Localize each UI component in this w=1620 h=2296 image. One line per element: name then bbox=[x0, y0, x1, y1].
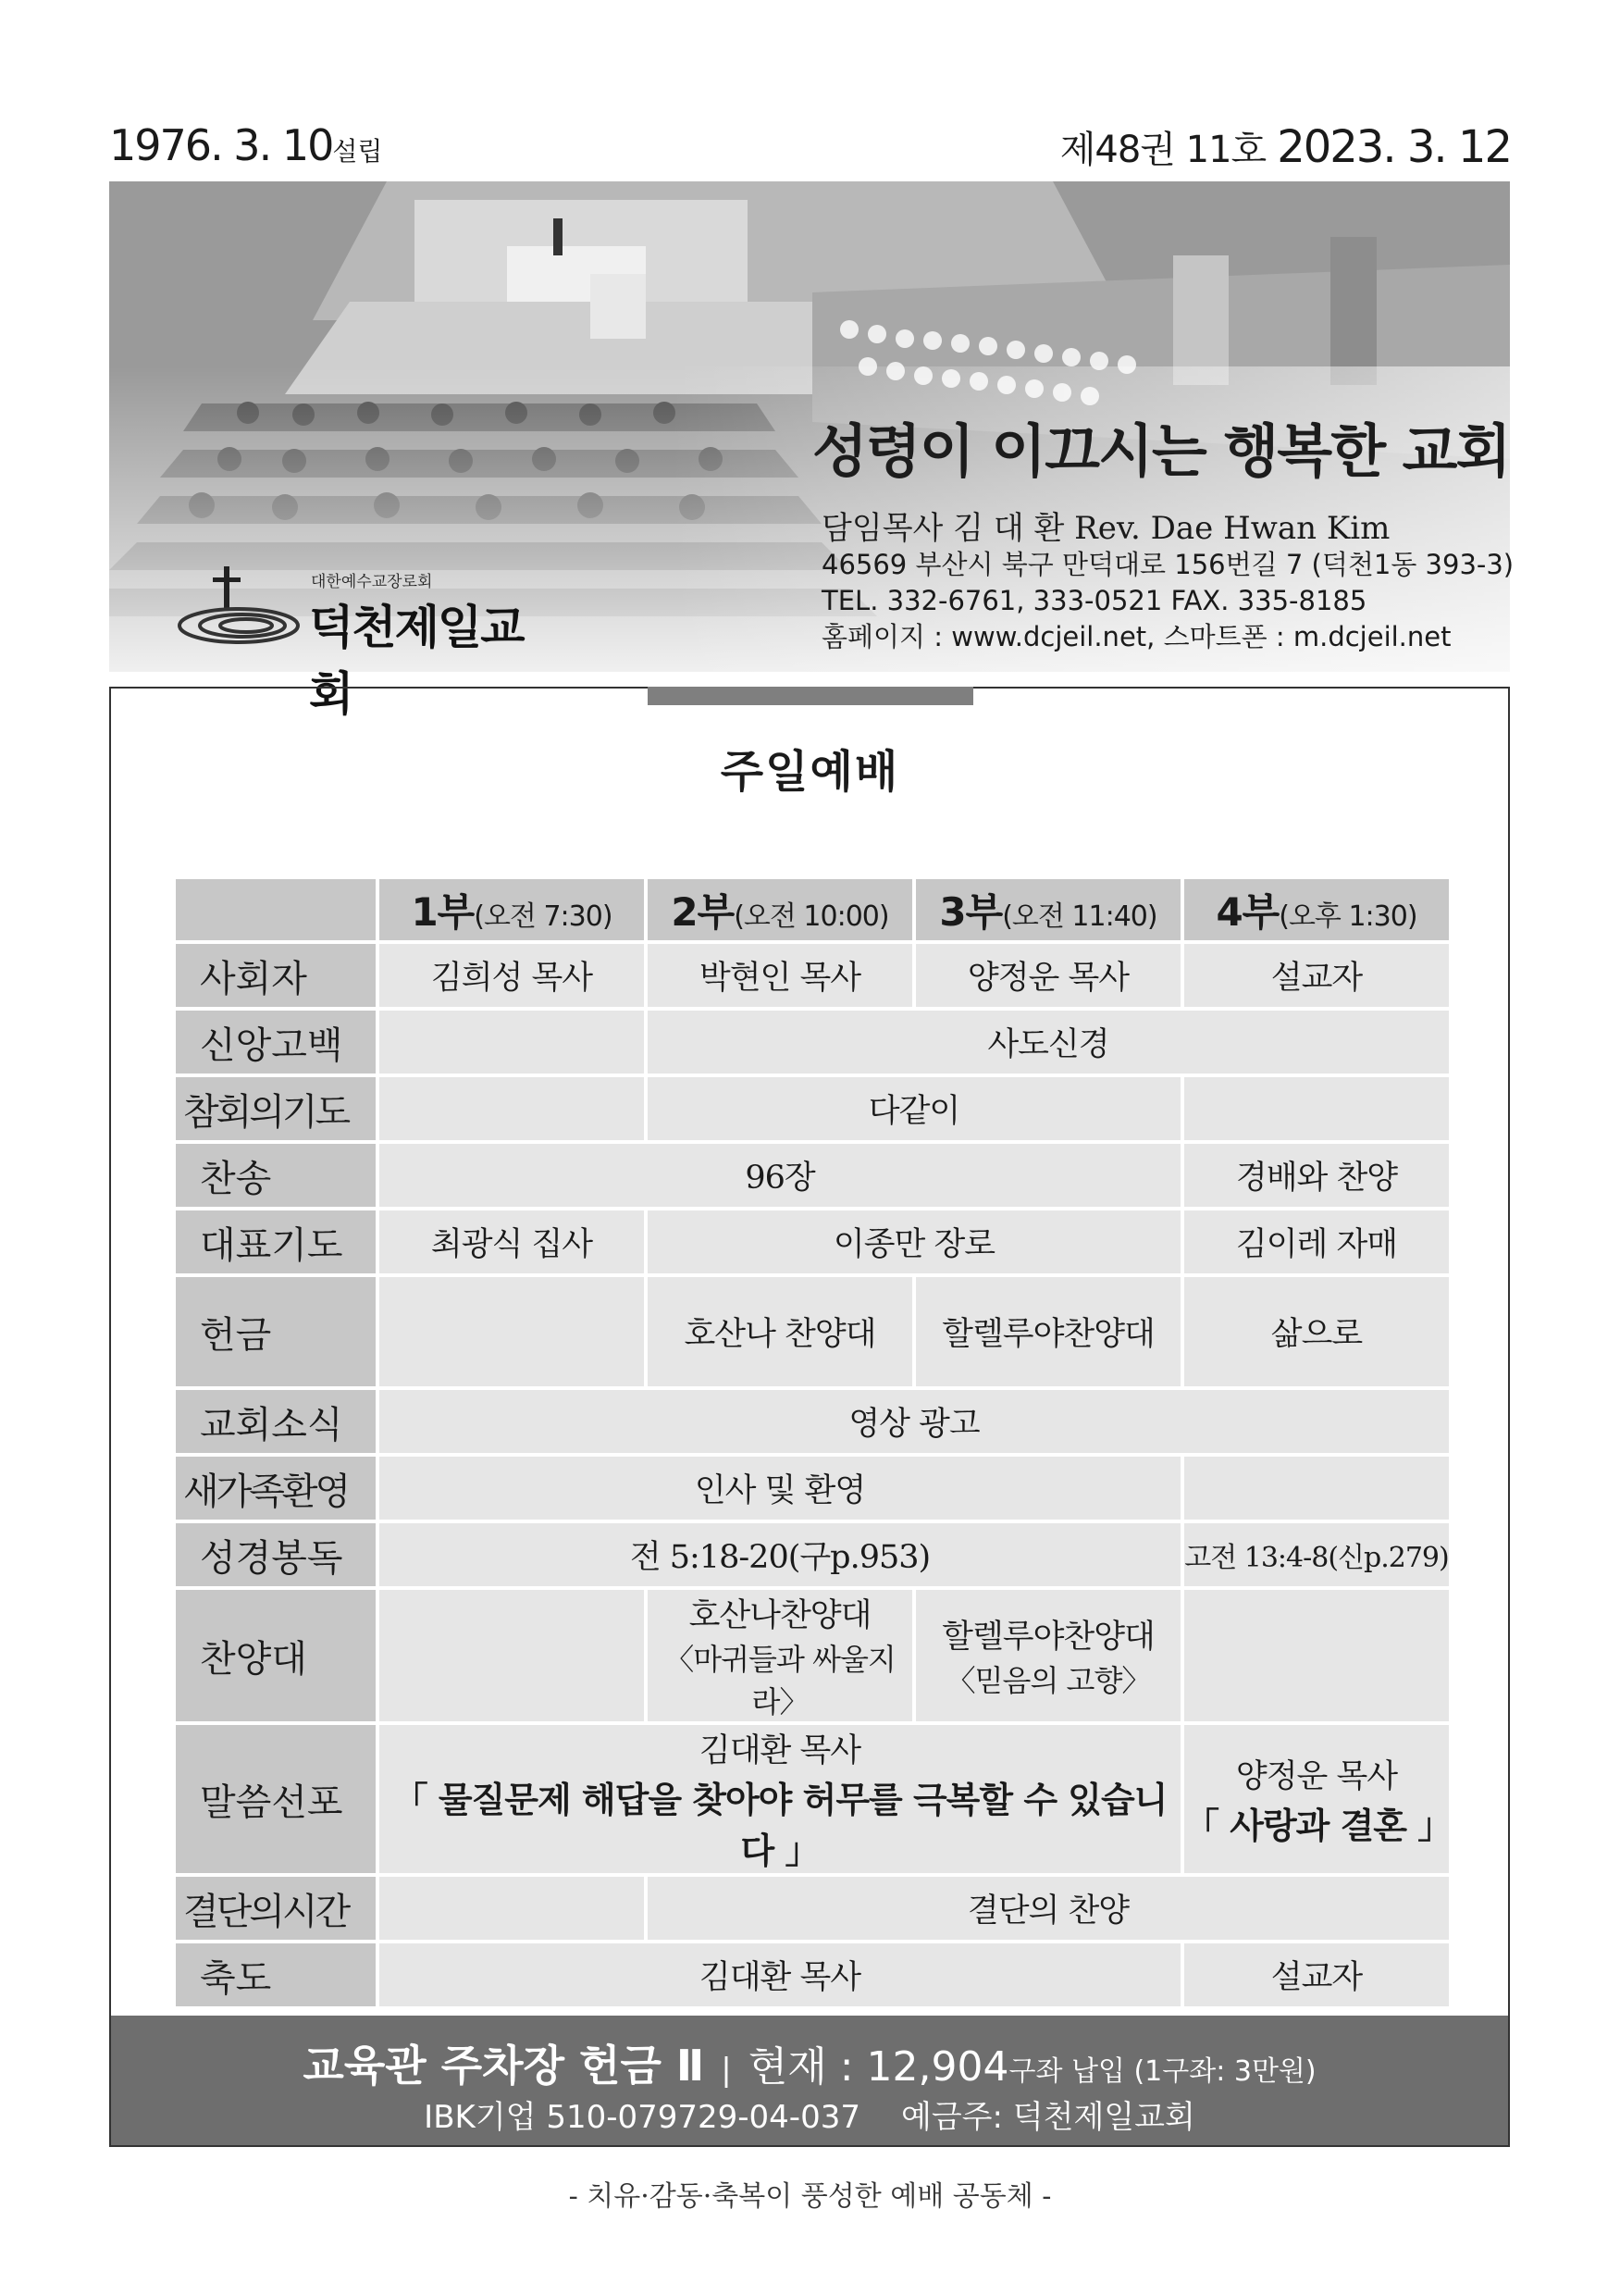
table-cell bbox=[916, 1590, 1181, 1721]
table-cell: 인사 및 환영 bbox=[379, 1457, 1181, 1520]
service-2-header: 2부(오전 10:00) bbox=[648, 879, 912, 940]
pastor-name: 담임목사 김 대 환 Rev. Dae Hwan Kim bbox=[822, 510, 1391, 547]
table-cell: 호산나 찬양대 bbox=[648, 1277, 912, 1386]
header-photo-panel bbox=[109, 181, 1515, 721]
table-cell bbox=[379, 1077, 644, 1140]
table-cell: 이종만 장로 bbox=[648, 1210, 1181, 1273]
table-cell bbox=[379, 1011, 644, 1074]
row-label: 참회의기도 bbox=[176, 1077, 376, 1140]
church-emblem-icon bbox=[174, 561, 303, 653]
banner-status: 현재 : 12,904 bbox=[748, 2043, 1009, 2091]
table-row bbox=[176, 1943, 1449, 2006]
table-cell bbox=[648, 1590, 912, 1721]
sermon-title: 「 사랑과 결혼 」 bbox=[1184, 1805, 1453, 1846]
row-label: 대표기도 bbox=[176, 1210, 376, 1273]
table-cell: 결단의 찬양 bbox=[648, 1877, 1449, 1940]
choir-name: 호산나찬양대 bbox=[688, 1597, 872, 1634]
service-1-header: 1부(오전 7:30) bbox=[379, 879, 644, 940]
table-cell: 사도신경 bbox=[648, 1011, 1449, 1074]
sermon-title: 「 물질문제 해답을 찾아야 허무를 극복할 수 있습니다 」 bbox=[392, 1780, 1168, 1871]
choir-song: 〈믿음의 고향〉 bbox=[946, 1663, 1151, 1698]
row-label: 결단의시간 bbox=[176, 1877, 376, 1940]
table-row bbox=[176, 1590, 1449, 1721]
service-4-header: 4부(오후 1:30) bbox=[1184, 879, 1449, 940]
church-name: 덕천제일교회 bbox=[309, 601, 524, 721]
banner-account bbox=[111, 2091, 1508, 2137]
issue-date: 2023. 3. 12 bbox=[1277, 121, 1511, 173]
founded-date-text: 1976. 3. 10 bbox=[109, 120, 333, 170]
volume-number: 제48권 11호 bbox=[1059, 129, 1267, 171]
row-label: 헌금 bbox=[176, 1277, 376, 1386]
frame-tab bbox=[648, 687, 973, 705]
table-cell: 고전 13:4-8(신p.279) bbox=[1184, 1523, 1449, 1586]
issue-info bbox=[1060, 120, 1511, 173]
table-row bbox=[176, 1390, 1449, 1453]
banner-title: 교육관 주차장 헌금 Ⅱ bbox=[303, 2041, 705, 2091]
row-label: 신앙고백 bbox=[176, 1011, 376, 1074]
church-slogan: 성령이 이끄시는 행복한 교회 bbox=[812, 417, 1510, 485]
table-cell bbox=[379, 1877, 644, 1940]
table-cell: 최광식 집사 bbox=[379, 1210, 644, 1273]
table-cell: 김희성 목사 bbox=[379, 944, 644, 1007]
table-cell: 영상 광고 bbox=[379, 1390, 1449, 1453]
table-cell bbox=[1184, 1077, 1449, 1140]
row-label: 찬양대 bbox=[176, 1590, 376, 1721]
table-row bbox=[176, 1210, 1449, 1273]
table-cell: 다같이 bbox=[648, 1077, 1181, 1140]
table-cell: 양정운 목사 bbox=[916, 944, 1181, 1007]
table-cell: 할렐루야찬양대 bbox=[916, 1277, 1181, 1386]
table-cell: 설교자 bbox=[1184, 944, 1449, 1007]
banner-status-detail: 구좌 납입 (1구좌: 3만원) bbox=[1008, 2055, 1317, 2088]
table-row bbox=[176, 1725, 1449, 1873]
row-label: 축도 bbox=[176, 1943, 376, 2006]
choir-name: 할렐루야찬양대 bbox=[942, 1619, 1155, 1656]
table-cell bbox=[1184, 1457, 1449, 1520]
founded-date bbox=[109, 120, 382, 170]
row-label: 찬송 bbox=[176, 1144, 376, 1207]
header-corner bbox=[176, 879, 376, 940]
row-label: 새가족환영 bbox=[176, 1457, 376, 1520]
table-cell: 박현인 목사 bbox=[648, 944, 912, 1007]
worship-schedule-table bbox=[172, 875, 1453, 2010]
row-label: 사회자 bbox=[176, 944, 376, 1007]
table-cell bbox=[379, 1277, 644, 1386]
bank-account: IBK기업 510-079729-04-037 bbox=[424, 2099, 860, 2136]
table-cell: 김대환 목사 bbox=[379, 1943, 1181, 2006]
church-phone: TEL. 332-6761, 333-0521 FAX. 335-8185 bbox=[822, 585, 1367, 616]
row-label: 성경봉독 bbox=[176, 1523, 376, 1586]
worship-title: 주일예배 bbox=[720, 746, 900, 798]
founded-suffix: 설립 bbox=[332, 136, 383, 167]
table-row bbox=[176, 944, 1449, 1007]
church-logo bbox=[174, 561, 544, 721]
offering-banner bbox=[111, 2016, 1508, 2145]
preacher-name: 김대환 목사 bbox=[699, 1732, 861, 1769]
table-row bbox=[176, 1877, 1449, 1940]
table-row bbox=[176, 1011, 1449, 1074]
row-label: 교회소식 bbox=[176, 1390, 376, 1453]
table-cell bbox=[1184, 1590, 1449, 1721]
banner-headline: 교육관 주차장 헌금 Ⅱ | 현재 : 12,904구좌 납입 (1구좌: 3만원) bbox=[303, 2041, 1317, 2091]
footer-motto: - 치유·감동·축복이 풍성한 예배 공동체 - bbox=[568, 2180, 1052, 2213]
table-cell bbox=[1184, 1725, 1453, 1873]
table-cell: 96장 bbox=[379, 1144, 1181, 1207]
church-info bbox=[822, 511, 1514, 655]
denomination: 대한예수교장로회 bbox=[311, 573, 433, 591]
table-row bbox=[176, 1457, 1449, 1520]
preacher-name: 양정운 목사 bbox=[1235, 1757, 1398, 1795]
choir-song: 〈마귀들과 싸울지라〉 bbox=[664, 1642, 896, 1719]
table-cell: 전 5:18-20(구p.953) bbox=[379, 1523, 1181, 1586]
account-holder: 예금주: 덕천제일교회 bbox=[900, 2099, 1195, 2136]
row-label: 말씀선포 bbox=[176, 1725, 376, 1873]
table-cell bbox=[379, 1590, 644, 1721]
table-row bbox=[176, 1523, 1449, 1586]
table-cell: 설교자 bbox=[1184, 1943, 1449, 2006]
table-row bbox=[176, 1077, 1449, 1140]
table-row bbox=[176, 1277, 1449, 1386]
table-header-row bbox=[176, 879, 1449, 940]
church-website: 홈페이지 : www.dcjeil.net, 스마트폰 : m.dcjeil.net bbox=[822, 621, 1452, 652]
table-row bbox=[176, 1144, 1449, 1207]
service-3-header: 3부(오전 11:40) bbox=[916, 879, 1181, 940]
church-address: 46569 부산시 북구 만덕대로 156번길 7 (덕천1동 393-3) bbox=[822, 549, 1515, 580]
table-cell bbox=[379, 1725, 1181, 1873]
table-cell: 삶으로 bbox=[1184, 1277, 1449, 1386]
table-cell: 경배와 찬양 bbox=[1184, 1144, 1449, 1207]
table-cell: 김이레 자매 bbox=[1184, 1210, 1449, 1273]
